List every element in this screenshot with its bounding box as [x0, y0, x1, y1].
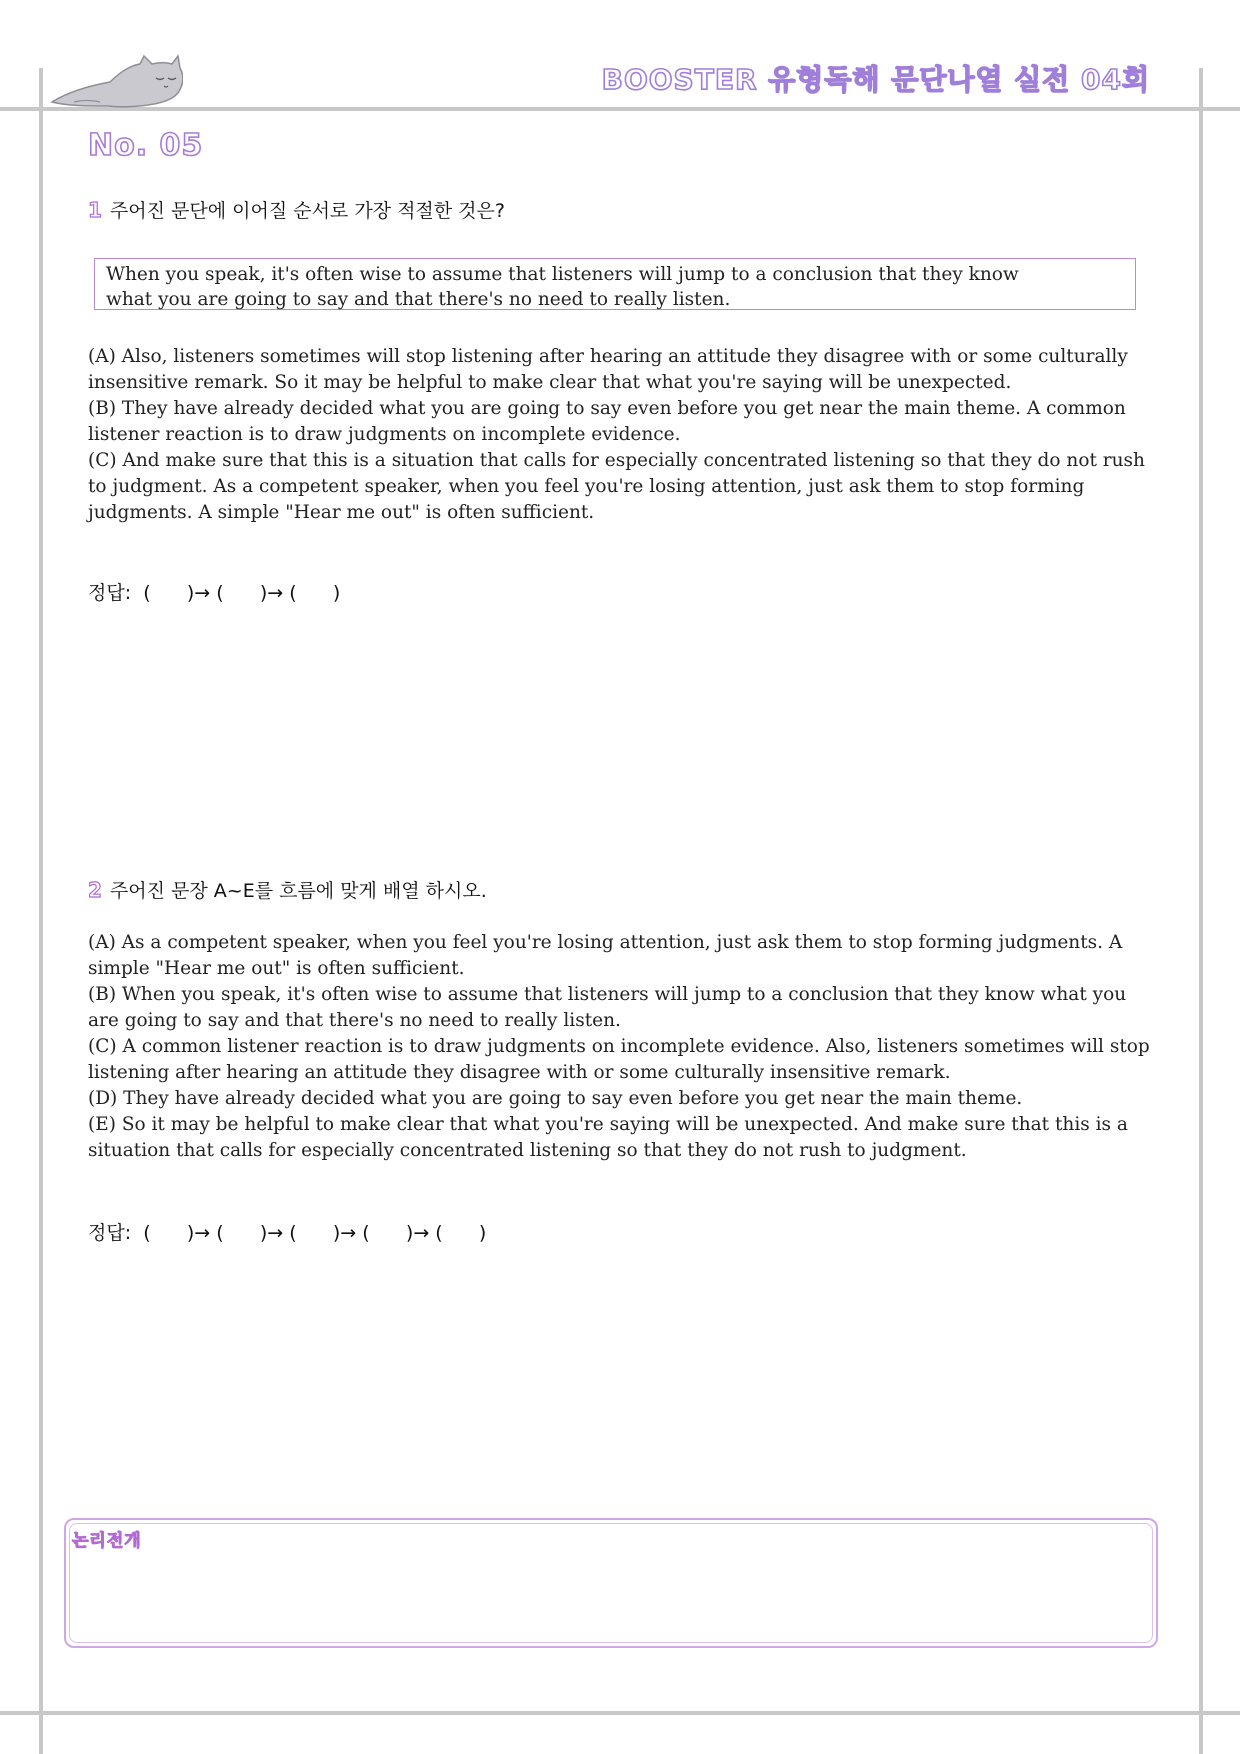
- sentence-c: (C) A common listener reaction is to draw judgments on incomplete evidence. Also, listeners sometimes will stop listening after hearing an attitude they disagree with or some culturally insensitive remark.: [88, 1036, 1150, 1083]
- question-1-prompt: 주어진 문단에 이어질 순서로 가장 적절한 것은?: [109, 200, 505, 222]
- footer-divider: [0, 1711, 1240, 1715]
- logic-note-label: 논리전개: [72, 1531, 142, 1551]
- question-1-answer-blanks[interactable]: 정답: ( )→ ( )→ ( ): [88, 582, 341, 604]
- given-paragraph-line-1: When you speak, it's often wise to assume that listeners will jump to a conclusion that they know: [106, 264, 1019, 285]
- question-2-prompt: 주어진 문장 A~E를 흐름에 맞게 배열 하시오.: [109, 880, 487, 902]
- problem-number: No. 05: [88, 128, 204, 163]
- logic-note-box[interactable]: [64, 1518, 1158, 1648]
- question-1-number: 1: [88, 198, 102, 222]
- sleeping-cat-icon: [48, 52, 183, 110]
- option-a: (A) Also, listeners sometimes will stop listening after hearing an attitude they disagree with or some culturally insensitive remark. So it may be helpful to make clear that what you're saying will be unexpected.: [88, 346, 1128, 393]
- sentence-a: (A) As a competent speaker, when you feel you're losing attention, just ask them to stop forming judgments. A simple "Hear me out" is often sufficient.: [88, 932, 1123, 979]
- question-1-title: [88, 196, 505, 223]
- question-2-answer-blanks[interactable]: 정답: ( )→ ( )→ ( )→ ( )→ ( ): [88, 1222, 487, 1244]
- given-paragraph-box: [94, 258, 1136, 310]
- option-b: (B) They have already decided what you are going to say even before you get near the main theme. A common listener reaction is to draw judgments on incomplete evidence.: [88, 398, 1126, 445]
- question-2-number: 2: [88, 878, 102, 902]
- question-2-title: [88, 876, 487, 903]
- frame-right-line: [1199, 68, 1203, 1754]
- question-1-options: [88, 344, 1150, 526]
- header-title: BOOSTER 유형독해 문단나열 실전 04회: [601, 63, 1150, 96]
- header-divider: [0, 107, 1240, 111]
- option-c: (C) And make sure that this is a situation that calls for especially concentrated listening so that they do not rush to judgment. As a competent speaker, when you feel you're losing attention, just ask them to stop forming judgments. A simple "Hear me out" is often sufficient.: [88, 450, 1145, 523]
- sentence-e: (E) So it may be helpful to make clear that what you're saying will be unexpected. And make sure that this is a situation that calls for especially concentrated listening so that they do not rush to judgment.: [88, 1114, 1128, 1161]
- sentence-d: (D) They have already decided what you are going to say even before you get near the main theme.: [88, 1088, 1023, 1109]
- question-2-options: [88, 930, 1150, 1164]
- frame-left-line: [39, 68, 43, 1754]
- sentence-b: (B) When you speak, it's often wise to assume that listeners will jump to a conclusion that they know what you are going to say and that there's no need to really listen.: [88, 984, 1127, 1031]
- given-paragraph-line-2: what you are going to say and that there's no need to really listen.: [106, 289, 731, 310]
